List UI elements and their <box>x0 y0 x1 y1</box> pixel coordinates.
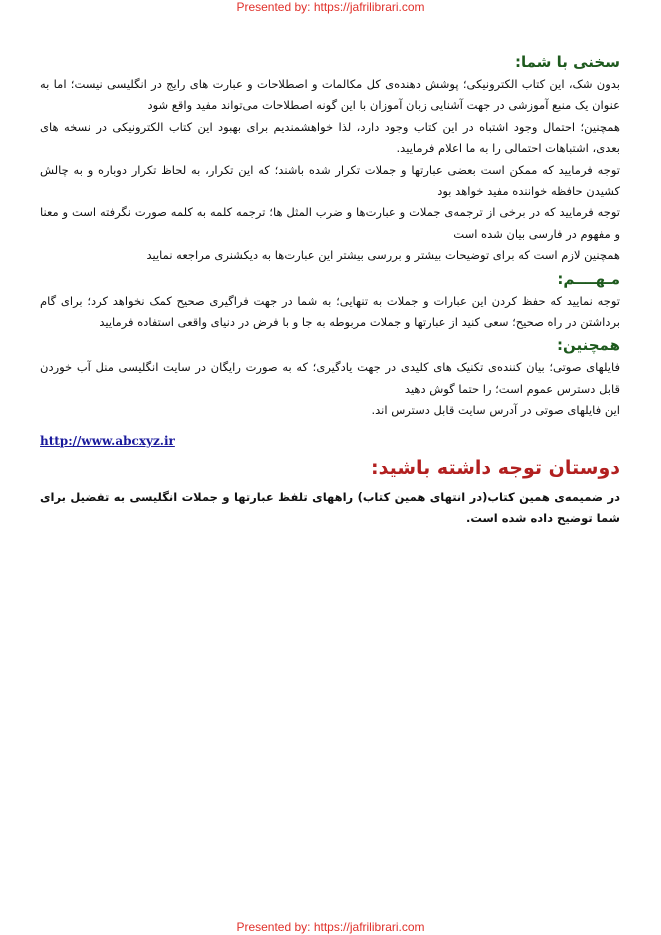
intro-paragraph: توجه فرمایید که ممکن است بعضی عبارتها و جملات تکرار شده باشند؛ که این تکرار، به لحاظ تکرار دوباره و به چالش کشیدن حافظه خواننده مفید خواهد بود <box>40 162 620 199</box>
section-heading-important: مـهــــم: <box>557 269 620 288</box>
section-heading-also: همچنین: <box>556 336 620 355</box>
intro-paragraph: توجه فرمایید که در برخی از ترجمه‌ی جملات و عبارت‌ها و ضرب المثل ها؛ ترجمه کلمه به کلمه صورت نگرفته است و معنا و مفهوم در فارسی بیان شده است <box>40 205 620 241</box>
intro-paragraph: بدون شک، این کتاب الکترونیکی؛ پوشش دهنده‌ی کل مکالمات و اصطلاحات و عبارت های رایج در انگلیسی نیست؛ اما به عنوان یک منبع آموزشی در جهت آشنایی زبان آموزان با این گونه اصطلاحات می‌تواند مفید واقع شود <box>40 77 620 113</box>
site-link[interactable]: http://www.abcxyz.ir <box>40 433 175 448</box>
important-paragraph: توجه نمایید که حفظ کردن این عبارات و جملات به تنهایی؛ به شما در جهت فراگیری صحیح کمک نخواهد کرد؛ برای گام برداشتن در راه صحیح؛ سعی کنید از عبارتها و جملات مربوطه به جا و با فرض در دنیای واقعی استفاده فرمایید <box>40 293 620 330</box>
callout-heading: دوستان توجه داشته باشید: <box>371 456 620 479</box>
also-paragraph: فایلهای صوتی؛ بیان کننده‌ی تکنیک های کلیدی در جهت یادگیری؛ که به صورت رایگان در سایت انگلیسی منل آب خوردن قابل دسترس عموم است؛ را حتما گوش دهید <box>40 360 620 396</box>
header-credit: Presented by: https://jafrilibrari.com <box>236 0 425 14</box>
page-content <box>40 50 620 529</box>
link-line <box>40 430 620 451</box>
intro-paragraph: همچنین؛ احتمال وجود اشتباه در این کتاب وجود دارد، لذا خواهشمندیم برای بهبود این کتاب الکترونیکی در نسخه های بعدی، اشتباهات احتمالی را به ما اعلام فرمایید. <box>40 119 620 156</box>
footer-credit: Presented by: https://jafrilibrari.com <box>236 920 425 934</box>
callout-body: در ضمیمه‌ی همین کتاب(در انتهای همین کتاب) راههای تلفظ عبارتها و جملات انگلیسی به تفضیل برای شما توضیح داده شده است. <box>40 489 620 525</box>
section-heading-intro: سخنی با شما: <box>514 53 620 71</box>
intro-paragraph: همچنین لازم است که برای توضیحات بیشتر و بررسی بیشتر این عبارت‌ها به دیکشنری مراجعه نمایید <box>146 248 620 263</box>
also-paragraph: این فایلهای صوتی در آدرس سایت قابل دسترس اند. <box>371 403 620 418</box>
